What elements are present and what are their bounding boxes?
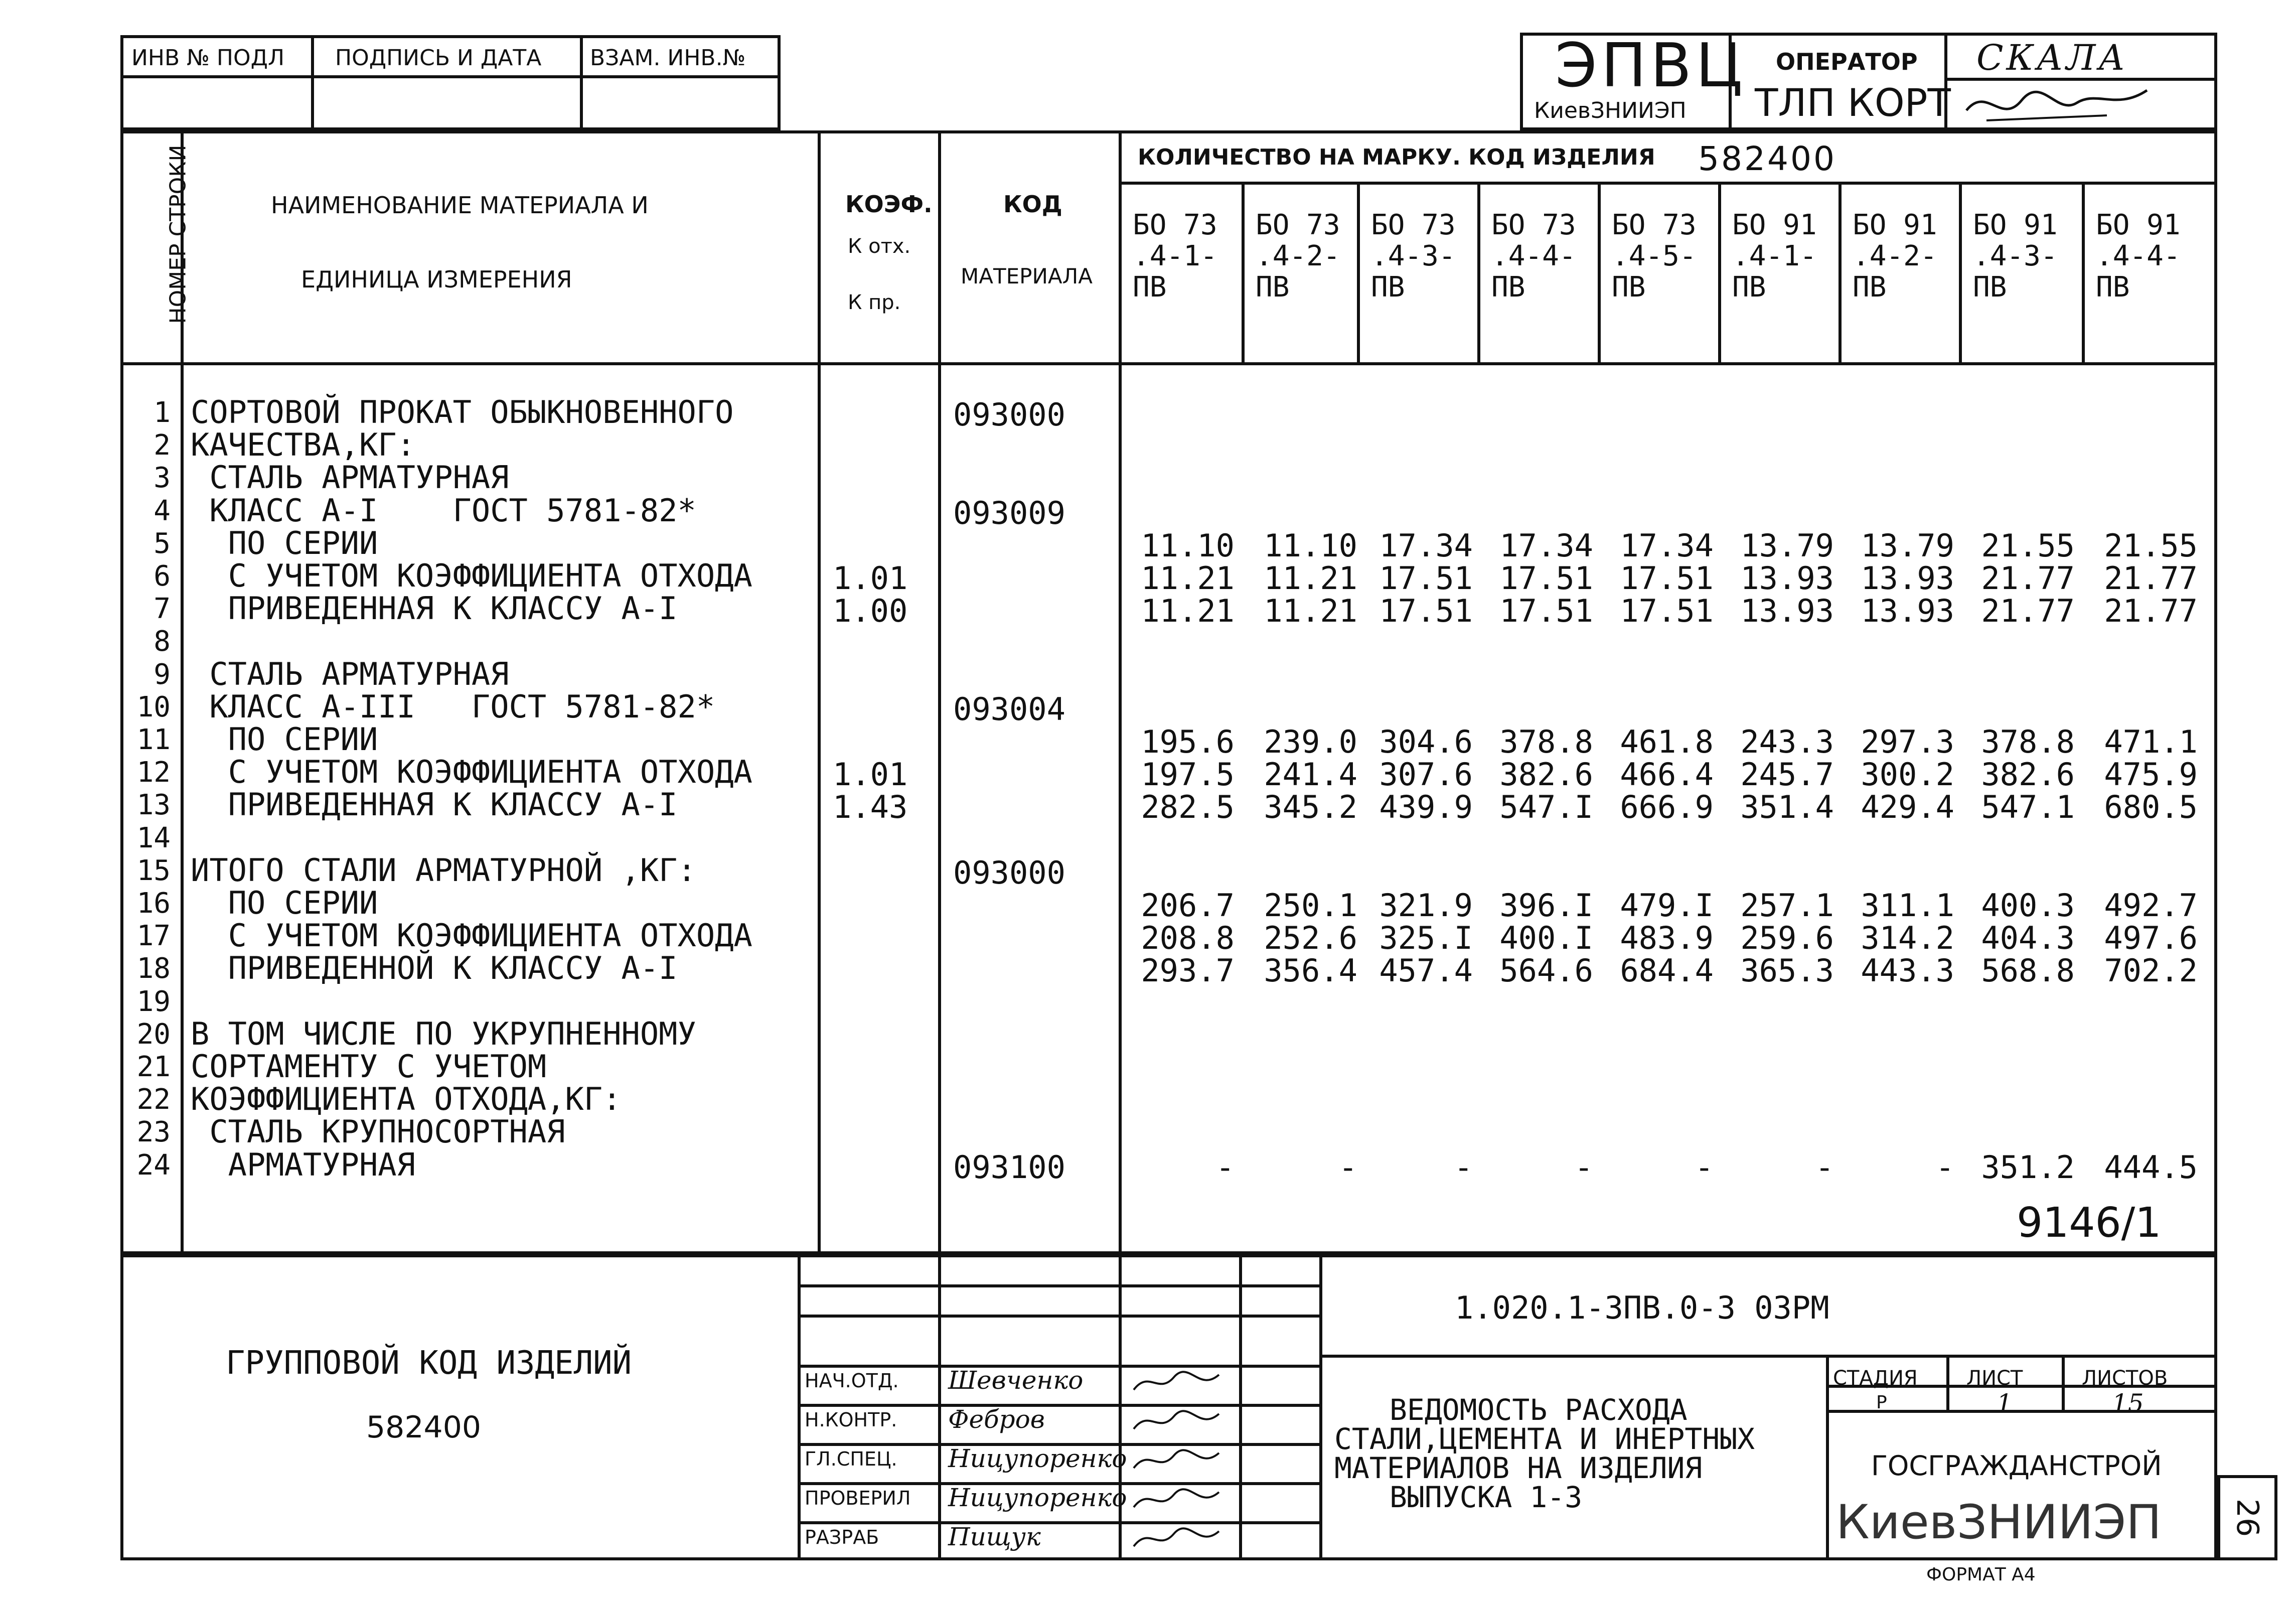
col-divider [1119,130,1122,1254]
quantity-cell: 378.8 [1499,723,1593,760]
quantity-cell: - [1454,1148,1473,1186]
quantity-cell: 471.1 [2104,723,2198,760]
row-number: 7 [154,593,171,626]
material-text: С УЧЕТОМ КОЭФФИЦИЕНТА ОТХОДА [191,754,752,791]
mark-header-line: БО 73 [1256,209,1340,241]
coef-value: 1.01 [833,756,908,793]
quantity-cell: 197.5 [1141,756,1235,793]
row-number: 9 [154,658,171,691]
coef-value: 1.43 [833,789,908,826]
doc-title-1: ВЕДОМОСТЬ РАСХОДА [1390,1393,1688,1427]
role-label: ПРОВЕРИЛ [805,1487,911,1509]
stage-label: СТАДИЯ [1833,1367,1918,1390]
mark-header-line: .4-5- [1612,240,1697,272]
role-name: Ницупоренко [948,1444,1127,1473]
qty-divider [1119,182,2217,185]
tb-row-divider [798,1404,1319,1407]
quantity-cell: - [1935,1148,1954,1186]
coef-label-2: К отх. [848,235,911,258]
quantity-cell: 564.6 [1499,952,1593,989]
quantity-cell: 666.9 [1620,789,1714,826]
quantity-cell: - [1338,1148,1357,1186]
material-text: СОРТОВОЙ ПРОКАТ ОБЫКНОВЕННОГО [191,394,734,430]
quantity-cell: 378.8 [1981,723,2075,760]
quantity-cell: 257.1 [1740,887,1834,924]
role-name: Фебров [948,1405,1045,1434]
role-name: Шевченко [948,1366,1084,1395]
quantity-cell: 321.9 [1379,887,1473,924]
quantity-cell: 17.34 [1499,527,1593,564]
quantity-cell: 439.9 [1379,789,1473,826]
quantity-cell: 356.4 [1264,952,1357,989]
signature-mark [1129,1521,1234,1556]
quantity-cell: 252.6 [1264,920,1357,957]
code-label-2: МАТЕРИАЛА [961,264,1093,288]
quantity-cell: 17.51 [1620,560,1714,597]
tb-divider [1239,1254,1242,1560]
stage-value: Р [1876,1392,1887,1413]
material-text: ИТОГО СТАЛИ АРМАТУРНОЙ ,КГ: [191,851,696,889]
row-number: 8 [154,625,171,658]
quantity-cell: 382.6 [1981,756,2075,793]
quantity-cell: 17.51 [1620,593,1714,630]
tb-divider [1119,1254,1122,1560]
material-text: В ТОМ ЧИСЛЕ ПО УКРУПНЕННОМУ [191,1015,696,1052]
vzam-label: ВЗАМ. ИНВ.№ [590,45,746,71]
quantity-cell: 497.6 [2104,920,2198,957]
quantity-cell: 680.5 [2104,789,2198,826]
qty-label: КОЛИЧЕСТВО НА МАРКУ. КОД ИЗДЕЛИЯ [1138,144,1655,170]
row-number: 24 [136,1148,171,1182]
quantity-cell: 684.4 [1620,952,1714,989]
quantity-cell: 13.93 [1861,593,1954,630]
doc-title-2: СТАЛИ,ЦЕМЕНТА И ИНЕРТНЫХ [1334,1422,1755,1456]
group-code: 582400 [366,1410,482,1445]
quantity-cell: 479.I [1620,887,1714,924]
quantity-cell: 400.I [1499,920,1593,957]
material-text: ПО СЕРИИ [191,885,378,921]
quantity-cell: 13.79 [1740,527,1834,564]
tb-row-divider [798,1284,1319,1287]
row-number: 18 [136,952,171,985]
material-code: 093000 [953,396,1065,433]
quantity-cell: 351.2 [1981,1148,2075,1186]
stamp-divider [580,35,583,130]
material-code: 093009 [953,494,1065,531]
mark-col-divider [1718,182,1721,362]
row-number: 5 [154,527,171,560]
mark-header-line: ПВ [1732,271,1766,304]
mark-header-line: .4-2- [1256,240,1340,272]
row-number: 6 [154,560,171,593]
mark-header-line: БО 91 [1973,209,2058,241]
quantity-cell: 547.I [1499,789,1593,826]
quantity-cell: 404.3 [1981,920,2075,957]
header-divider [120,362,2217,365]
role-name: Ницупоренко [948,1483,1127,1512]
row-number: 22 [136,1083,171,1116]
mark-header-line: БО 73 [1133,209,1217,241]
row-number: 17 [136,920,171,953]
quantity-cell: 243.3 [1740,723,1834,760]
material-code: 093100 [953,1148,1065,1186]
row-number: 19 [136,985,171,1018]
row-number: 12 [136,756,171,789]
sheet-value: 1 [1997,1389,2013,1418]
quantity-cell: 208.8 [1141,920,1235,957]
mark-header-line: ПВ [1612,271,1646,304]
mark-col-divider [1598,182,1601,362]
role-label: РАЗРАБ [805,1526,879,1548]
coef-label-3: К пр. [848,291,901,314]
col-divider [938,130,941,1254]
quantity-cell: 195.6 [1141,723,1235,760]
material-text: СТАЛЬ КРУПНОСОРТНАЯ [191,1113,565,1150]
mark-header-line: ПВ [2096,271,2130,304]
mark-header-line: ПВ [1371,271,1405,304]
gosgrazhdanstroy: ГОСГРАЖДАНСТРОЙ [1871,1450,2162,1482]
quantity-cell: 300.2 [1861,756,1954,793]
quantity-cell: 206.7 [1141,887,1235,924]
tb-row-divider [798,1521,1319,1524]
mark-header-line: ПВ [1853,271,1887,304]
mark-header-line: БО 91 [1732,209,1817,241]
mark-header-line: .4-3- [1973,240,2058,272]
quantity-cell: 21.77 [2104,560,2198,597]
mark-col-divider [2082,182,2085,362]
row-number: 2 [154,429,171,462]
material-text: СТАЛЬ АРМАТУРНАЯ [191,459,509,496]
row-number: 10 [136,690,171,723]
row-number: 20 [136,1018,171,1051]
kievzniiep-large: КиевЗНИИЭП [1836,1495,2162,1550]
mark-header-line: БО 73 [1491,209,1576,241]
mark-col-divider [1839,182,1842,362]
tb-divider [2062,1355,2065,1410]
mark-col-divider [1357,182,1360,362]
quantity-cell: 13.93 [1740,593,1834,630]
sheet-label: ЛИСТ [1966,1367,2023,1390]
material-text: ПРИВЕДЕННОЙ К КЛАССУ А-I [191,950,678,987]
quantity-cell: 304.6 [1379,723,1473,760]
product-code: 582400 [1698,139,1836,178]
role-label: НАЧ.ОТД. [805,1370,899,1392]
quantity-cell: 311.1 [1861,887,1954,924]
mark-header-line: .4-3- [1371,240,1456,272]
row-number: 13 [136,789,171,822]
mark-header-line: .4-1- [1732,240,1817,272]
material-text: ПО СЕРИИ [191,524,378,561]
quantity-cell: 21.77 [1981,593,2075,630]
quantity-cell: 21.55 [2104,527,2198,564]
podpis-label: ПОДПИСЬ И ДАТА [335,45,542,71]
quantity-cell: 429.4 [1861,789,1954,826]
doc-title-4: ВЫПУСКА 1-3 [1390,1480,1583,1514]
row-number: 4 [154,494,171,527]
mark-header-line: ПВ [1973,271,2007,304]
material-text: ПРИВЕДЕННАЯ К КЛАССУ А-I [191,590,678,627]
signature-mark [1129,1404,1234,1439]
quantity-cell: 21.77 [2104,593,2198,630]
row-number: 21 [136,1051,171,1083]
mark-header-line: .4-4- [2096,240,2181,272]
quantity-cell: 314.2 [1861,920,1954,957]
signature-mark [1129,1443,1234,1478]
operator-signature [1956,80,2157,130]
inv-podl-label: ИНВ № ПОДЛ [131,45,285,71]
quantity-cell: 17.34 [1620,527,1714,564]
material-name-label-1: НАИМЕНОВАНИЕ МАТЕРИАЛА И [271,192,649,219]
sheets-value: 15 [2112,1389,2144,1418]
material-text: ПРИВЕДЕННАЯ К КЛАССУ А-I [191,786,678,823]
doc-code: 1.020.1-3ПВ.0-3 03РМ [1455,1289,1829,1326]
quantity-cell: - [1215,1148,1235,1186]
row-number: 1 [154,396,171,429]
row-number: 23 [136,1116,171,1149]
quantity-cell: 17.51 [1379,593,1473,630]
quantity-cell: 11.21 [1141,593,1235,630]
quantity-cell: 13.93 [1861,560,1954,597]
operator-signature-name: СКАЛА [1976,37,2128,78]
material-code: 093004 [953,690,1065,728]
quantity-cell: 365.3 [1740,952,1834,989]
quantity-cell: 702.2 [2104,952,2198,989]
quantity-cell: 17.34 [1379,527,1473,564]
role-name: Пищук [948,1522,1041,1551]
quantity-cell: 17.51 [1379,560,1473,597]
material-text: КЛАСС А-I ГОСТ 5781-82* [191,492,696,529]
row-number: 11 [136,723,171,756]
doc-title-3: МАТЕРИАЛОВ НА ИЗДЕЛИЯ [1334,1451,1703,1485]
role-label: Н.КОНТР. [805,1409,897,1431]
mark-header-line: ПВ [1256,271,1290,304]
quantity-cell: 293.7 [1141,952,1235,989]
quantity-cell: 475.9 [2104,756,2198,793]
stamp-divider [311,35,314,130]
col-divider [818,130,821,1254]
quantity-cell: 457.4 [1379,952,1473,989]
material-text: АРМАТУРНАЯ [191,1146,415,1183]
tb-divider [798,1254,801,1560]
tb-divider [1946,1355,1949,1410]
material-code: 093000 [953,854,1065,891]
row-number: 3 [154,462,171,495]
quantity-cell: 11.10 [1141,527,1235,564]
operator-label: ОПЕРАТОР [1776,48,1918,75]
mark-col-divider [1242,182,1245,362]
tb-row-divider [798,1315,1319,1318]
quantity-cell: 325.I [1379,920,1473,957]
material-text: КЛАСС А-III ГОСТ 5781-82* [191,688,715,725]
stamp-divider [120,75,781,78]
signature-mark [1129,1365,1234,1400]
tb-divider [938,1254,941,1560]
coef-value: 1.01 [833,560,908,597]
material-text: ПО СЕРИИ [191,721,378,758]
tb-divider [1319,1254,1322,1560]
role-label: ГЛ.СПЕЦ. [805,1448,897,1470]
quantity-cell: 466.4 [1620,756,1714,793]
format-label: ФОРМАТ А4 [1926,1564,2036,1585]
material-name-label-2: ЕДИНИЦА ИЗМЕРЕНИЯ [301,266,572,293]
quantity-cell: 400.3 [1981,887,2075,924]
row-number-label: НОМЕР СТРОКИ [165,144,191,324]
quantity-cell: 17.51 [1499,593,1593,630]
row-number: 16 [136,887,171,920]
tb-divider [1319,1355,2217,1358]
mark-header-line: БО 73 [1612,209,1697,241]
quantity-cell: 345.2 [1264,789,1357,826]
quantity-cell: 547.1 [1981,789,2075,826]
code-label-1: КОД [1003,191,1062,218]
quantity-cell: 11.21 [1264,593,1357,630]
quantity-cell: 492.7 [2104,887,2198,924]
mark-header-line: ПВ [1491,271,1525,304]
quantity-cell: 11.21 [1264,560,1357,597]
quantity-cell: 13.79 [1861,527,1954,564]
coef-label-1: КОЭФ. [845,191,933,218]
quantity-cell: 239.0 [1264,723,1357,760]
quantity-cell: 245.7 [1740,756,1834,793]
quantity-cell: - [1815,1148,1834,1186]
material-text: СТАЛЬ АРМАТУРНАЯ [191,655,509,692]
quantity-cell: 307.6 [1379,756,1473,793]
material-text: СОРТАМЕНТУ С УЧЕТОМ [191,1048,547,1085]
signature-mark [1129,1482,1234,1517]
row-number: 14 [136,821,171,854]
quantity-cell: 461.8 [1620,723,1714,760]
mark-header-line: БО 73 [1371,209,1456,241]
quantity-cell: 351.4 [1740,789,1834,826]
quantity-cell: - [1695,1148,1714,1186]
quantity-cell: 250.1 [1264,887,1357,924]
quantity-cell: 382.6 [1499,756,1593,793]
quantity-cell: 259.6 [1740,920,1834,957]
operator-code: ТЛП КОРТ [1755,80,1951,125]
quantity-cell: 483.9 [1620,920,1714,957]
mark-header-line: .4-2- [1853,240,1937,272]
mark-header-line: .4-1- [1133,240,1217,272]
mark-header-line: БО 91 [1853,209,1937,241]
mark-header-line: БО 91 [2096,209,2181,241]
quantity-cell: 297.3 [1861,723,1954,760]
quantity-cell: 241.4 [1264,756,1357,793]
mark-header-line: .4-4- [1491,240,1576,272]
sheet-reference: 9146/1 [2017,1199,2162,1247]
org-sub: КиевЗНИИЭП [1534,98,1687,123]
material-text: КАЧЕСТВА,КГ: [191,426,415,464]
quantity-cell: 21.55 [1981,527,2075,564]
material-text: С УЧЕТОМ КОЭФФИЦИЕНТА ОТХОДА [191,917,752,954]
quantity-cell: 11.21 [1141,560,1235,597]
quantity-cell: - [1574,1148,1593,1186]
quantity-cell: 11.10 [1264,527,1357,564]
material-text: КОЭФФИЦИЕНТА ОТХОДА,КГ: [191,1081,622,1118]
mark-header-line: ПВ [1133,271,1167,304]
org-name: ЭПВЦ [1555,31,1747,101]
sheets-label: ЛИСТОВ [2082,1367,2168,1390]
quantity-cell: 396.I [1499,887,1593,924]
page-number: 26 [2230,1498,2265,1537]
quantity-cell: 568.8 [1981,952,2075,989]
coef-value: 1.00 [833,593,908,630]
quantity-cell: 444.5 [2104,1148,2198,1186]
quantity-cell: 282.5 [1141,789,1235,826]
quantity-cell: 13.93 [1740,560,1834,597]
mark-col-divider [1477,182,1480,362]
material-text: С УЧЕТОМ КОЭФФИЦИЕНТА ОТХОДА [191,557,752,594]
row-number: 15 [136,854,171,887]
mark-col-divider [1959,182,1962,362]
quantity-cell: 21.77 [1981,560,2075,597]
group-code-label: ГРУППОВОЙ КОД ИЗДЕЛИЙ [226,1345,632,1382]
quantity-cell: 17.51 [1499,560,1593,597]
quantity-cell: 443.3 [1861,952,1954,989]
